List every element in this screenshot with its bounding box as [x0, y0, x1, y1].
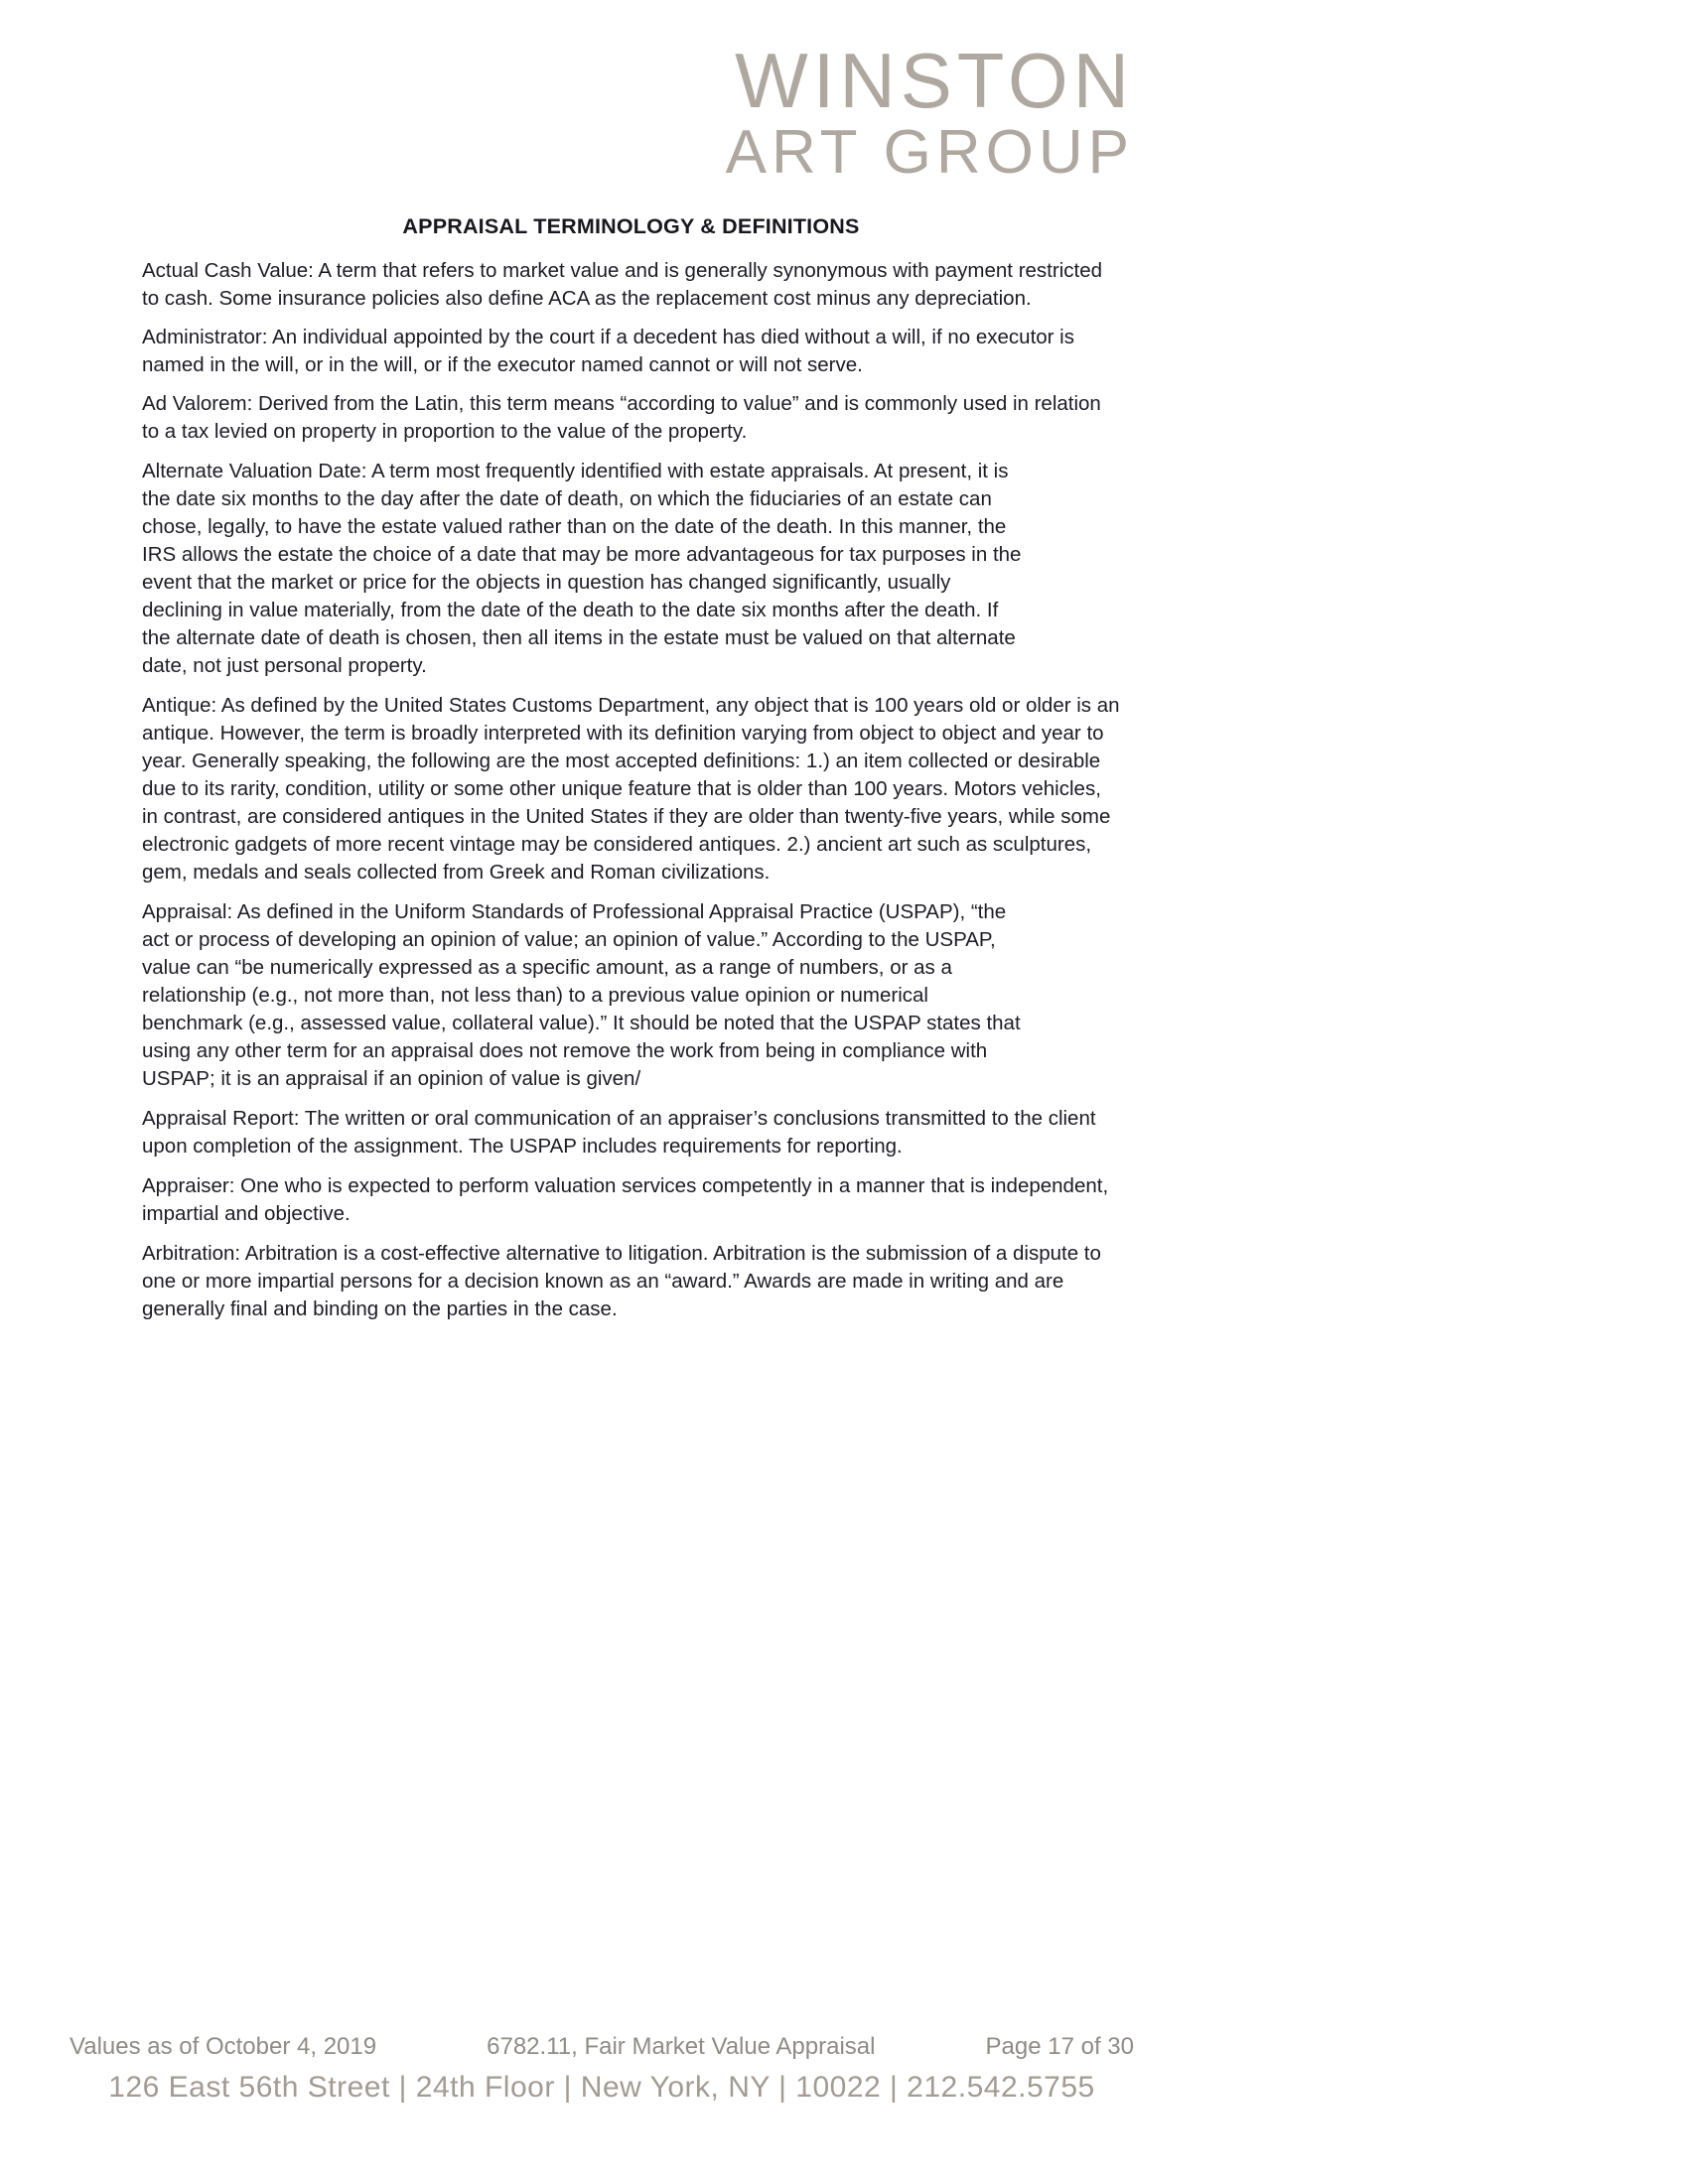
logo-line-art-group: ART GROUP — [725, 118, 1134, 187]
paragraph-antique: Antique: As defined by the United States Customs Department, any object that is 100 years old or older is an antique. However, the term is broadly interpreted with its definition varying from object to object and year to year. Generally speaking, the following are the most accepted definitions: 1.) an item collected or desirable due to its rarity, condition, utility or some other unique feature that is older than 100 years. Motors vehicles, in contrast, are considered antiques in the United States if they are older than twenty-five years, while some electronic gadgets of more recent vintage may be considered antiques. 2.) ancient art such as sculptures, gem, medals and seals collected from Greek and Roman civilizations. — [142, 694, 1120, 884]
paragraph-appraisal: Appraisal: As defined in the Uniform Standards of Professional Appraisal Practice (USPAP), “the act or process of developing an opinion of value; an opinion of value.” According to the USPAP, value can “be numerically expressed as a specific amount, as a range of numbers, or as a relationship (e.g., not more than, not less than) to a previous value opinion or numerical benchmark (e.g., assessed value, collateral value).” It should be noted that the USPAP states that using any other term for an appraisal does not remove the work from being in compliance with USPAP; it is an appraisal if an opinion of value is given/ — [142, 900, 1021, 1090]
paragraph-ad-valorem: Ad Valorem: Derived from the Latin, this term means “according to value” and is commonly used in relation to a tax levied on property in proportion to the value of the property. — [142, 392, 1101, 443]
paragraph-arbitration: Arbitration: Arbitration is a cost-effective alternative to litigation. Arbitration is the submission of a dispute to one or more impartial persons for a decision known as an “award.” Awards are made in writing and are generally final and binding on the parties in the case. — [142, 1242, 1101, 1320]
paragraph-alternate-valuation-date: Alternate Valuation Date: A term most frequently identified with estate appraisals. At present, it is the date six months to the day after the date of death, on which the fiduciaries of an estate can chose, legally, to have the estate valued rather than on the date of the death. In this manner, the IRS allows the estate the choice of a date that may be more advantageous for tax purposes in the event that the market or price for the objects in question has changed significantly, usually declining in value materially, from the date of the death to the date six months after the death. If the alternate date of death is chosen, then all items in the estate must be valued on that alternate date, not just personal property. — [142, 460, 1022, 677]
paragraph-appraiser: Appraiser: One who is expected to perform valuation services competently in a manner that is independent, impartial and objective. — [142, 1174, 1109, 1225]
logo-line-winston: WINSTON — [735, 37, 1134, 124]
document-body — [142, 214, 1120, 1334]
footer-meta-line — [70, 2033, 1134, 2061]
paragraph-appraisal-report: Appraisal Report: The written or oral communication of an appraiser’s conclusions transmitted to the client upon completion of the assignment. The USPAP includes requirements for reporting. — [142, 1107, 1096, 1158]
paragraph-actual-cash-value: Actual Cash Value: A term that refers to market value and is generally synonymous with payment restricted to cash. Some insurance policies also define ACA as the replacement cost minus any depreciation. — [142, 259, 1102, 310]
footer-values-date: Values as of October 4, 2019 — [70, 2033, 377, 2060]
footer-address-line: 126 East 56th Street | 24th Floor | New York, NY | 10022 | 212.542.5755 — [108, 2071, 1095, 2104]
footer-page-number: Page 17 of 30 — [985, 2033, 1134, 2060]
footer-appraisal-reference: 6782.11, Fair Market Value Appraisal — [487, 2033, 876, 2060]
paragraph-administrator: Administrator: An individual appointed by the court if a decedent has died without a will, if no executor is named in the will, or in the will, or if the executor named cannot or will not serve. — [142, 326, 1074, 376]
page-title: APPRAISAL TERMINOLOGY & DEFINITIONS — [402, 214, 860, 238]
winston-art-group-logo — [725, 37, 1134, 187]
